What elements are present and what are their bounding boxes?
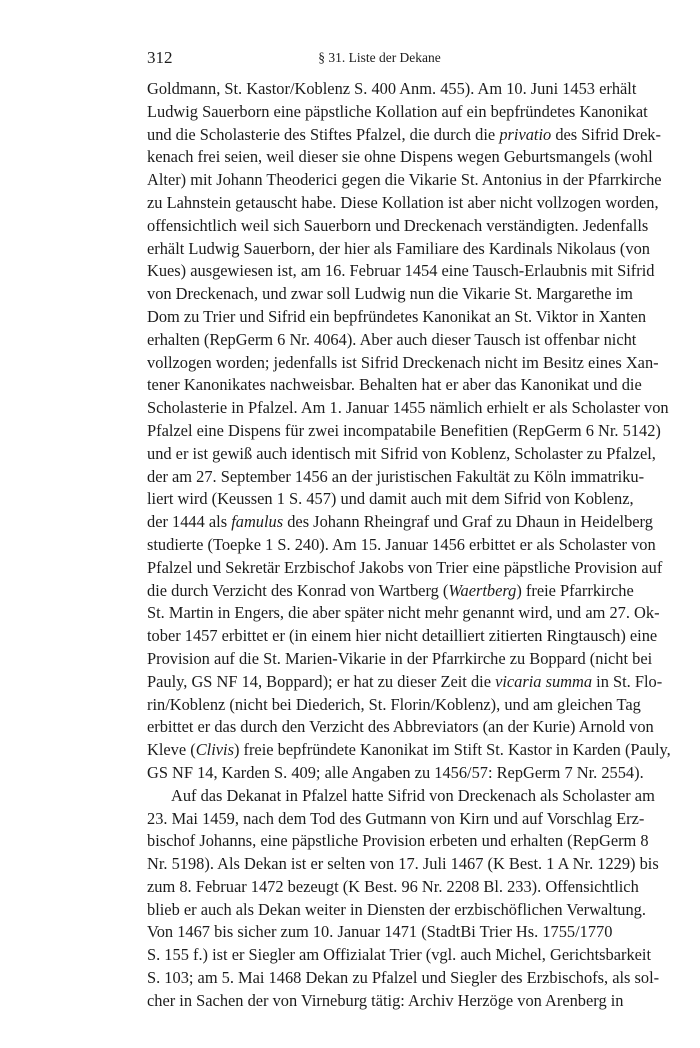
text-segment: blieb er auch als Dekan weiter in Diensten der erzbischöflichen Verwaltung. bbox=[147, 899, 646, 919]
text-line bbox=[147, 283, 633, 306]
text-segment: Kues) ausgewiesen ist, am 16. Februar 1454 eine Tausch-Erlaubnis mit Sifrid bbox=[147, 261, 655, 281]
text-line bbox=[147, 967, 660, 990]
text-segment: studierte (Toepke 1 S. 240). Am 15. Januar 1456 erbittet er als Scholaster von bbox=[147, 534, 656, 554]
italic-term: Clivis bbox=[195, 740, 234, 760]
running-head bbox=[147, 48, 612, 70]
italic-term: Waertberg bbox=[448, 580, 517, 600]
text-line bbox=[147, 260, 655, 283]
text-segment: Pfalzel und Sekretär Erzbischof Jakobs von Trier eine päpstliche Provision auf bbox=[147, 557, 663, 577]
text-line bbox=[147, 694, 641, 717]
text-segment: Pauly, GS NF 14, Boppard); er hat zu dieser Zeit die bbox=[147, 671, 496, 691]
text-line bbox=[147, 625, 658, 648]
text-segment: zu Lahnstein getauscht habe. Diese Kollation ist aber nicht vollzogen worden, bbox=[147, 192, 659, 212]
text-line bbox=[147, 534, 656, 557]
text-line bbox=[147, 876, 639, 899]
text-line bbox=[147, 443, 656, 466]
text-segment: Goldmann, St. Kastor/Koblenz S. 400 Anm. 455). Am 10. Juni 1453 erhält bbox=[147, 79, 637, 98]
text-segment: rin/Koblenz (nicht bei Diederich, St. Florin/Koblenz), und am gleichen Tag bbox=[147, 694, 641, 714]
text-segment: des Sifrid Drek- bbox=[551, 124, 661, 144]
text-line bbox=[147, 671, 663, 694]
text-line bbox=[147, 420, 661, 443]
text-line bbox=[147, 739, 671, 762]
text-segment: erbittet er das durch den Verzicht des Abbreviators (an der Kurie) Arnold von bbox=[147, 717, 654, 737]
body-text bbox=[147, 78, 671, 1013]
paragraph bbox=[147, 78, 671, 785]
text-line bbox=[147, 511, 653, 534]
text-line bbox=[147, 352, 659, 375]
text-line bbox=[147, 853, 659, 876]
paragraph bbox=[147, 785, 660, 1013]
text-segment: offensichtlich weil sich Sauerborn und Dreckenach verständigten. Jedenfalls bbox=[147, 215, 649, 235]
text-line bbox=[147, 602, 660, 625]
text-segment: Ludwig Sauerborn eine päpstliche Kollation auf ein bepfründetes Kanonikat bbox=[147, 101, 648, 121]
text-segment: zum 8. Februar 1472 bezeugt (K Best. 96 Nr. 2208 Bl. 233). Offensichtlich bbox=[147, 876, 639, 896]
text-line bbox=[147, 921, 612, 944]
text-segment: Dom zu Trier und Sifrid ein bepfründetes Kanonikat an St. Viktor in Xanten bbox=[147, 306, 647, 326]
text-line bbox=[147, 124, 661, 147]
text-line bbox=[147, 830, 649, 853]
text-segment: Auf das Dekanat in Pfalzel hatte Sifrid von Dreckenach als Scholaster am bbox=[171, 785, 655, 805]
text-segment: S. 103; am 5. Mai 1468 Dekan zu Pfalzel und Siegler des Erzbischofs, als sol- bbox=[147, 968, 660, 988]
text-line bbox=[147, 899, 646, 922]
text-segment: der am 27. September 1456 an der juristischen Fakultät zu Köln immatriku- bbox=[147, 466, 645, 486]
text-segment: von Dreckenach, und zwar soll Ludwig nun die Vikarie St. Margarethe im bbox=[147, 284, 633, 304]
text-segment: ) freie Pfarrkirche bbox=[516, 580, 634, 600]
text-line bbox=[147, 557, 663, 580]
text-line bbox=[147, 990, 624, 1013]
text-line bbox=[147, 78, 637, 101]
text-segment: Kleve ( bbox=[147, 740, 196, 760]
text-line bbox=[147, 215, 649, 238]
text-segment: St. Martin in Engers, die aber später nicht mehr genannt wird, und am 27. Ok- bbox=[147, 603, 660, 623]
text-segment: bischof Johanns, eine päpstliche Provision erbeten und erhalten (RepGerm 8 bbox=[147, 831, 649, 851]
text-segment: liert wird (Keussen 1 S. 457) und damit auch mit dem Sifrid von Koblenz, bbox=[147, 489, 634, 509]
text-segment: Von 1467 bis sicher zum 10. Januar 1471 (StadtBi Trier Hs. 1755/1770 bbox=[147, 922, 613, 942]
text-segment: und er ist gewiß auch identisch mit Sifrid von Koblenz, Scholaster zu Pfalzel, bbox=[147, 443, 656, 463]
text-segment: ) freie bepfründete Kanonikat im Stift St. Kastor in Karden (Pauly, bbox=[233, 740, 671, 760]
text-line bbox=[147, 374, 642, 397]
italic-term: famulus bbox=[231, 512, 284, 532]
text-segment: vollzogen worden; jedenfalls ist Sifrid Dreckenach nicht im Besitz eines Xan- bbox=[147, 352, 659, 372]
text-line bbox=[147, 488, 634, 511]
text-segment: Nr. 5198). Als Dekan ist er selten von 17. Juli 1467 (K Best. 1 A Nr. 1229) bis bbox=[147, 854, 659, 874]
text-segment: des Johann Rheingraf und Graf zu Dhaun in Heidelberg bbox=[283, 512, 653, 532]
text-segment: S. 155 f.) ist er Siegler am Offizialat Trier (vgl. auch Michel, Gerichtsbarkeit bbox=[147, 945, 652, 965]
text-segment: erhalten (RepGerm 6 Nr. 4064). Aber auch dieser Tausch ist offenbar nicht bbox=[147, 329, 637, 349]
running-title: § 31. Liste der Dekane bbox=[318, 50, 441, 65]
italic-term: vicaria summa bbox=[495, 671, 593, 691]
text-line bbox=[147, 648, 653, 671]
text-line bbox=[147, 808, 645, 831]
text-segment: tober 1457 erbittet er (in einem hier nicht detailliert zitierten Ringtausch) eine bbox=[147, 626, 658, 646]
text-line bbox=[147, 944, 652, 967]
text-line bbox=[147, 101, 648, 124]
text-line bbox=[147, 306, 647, 329]
text-line bbox=[147, 716, 654, 739]
text-line bbox=[147, 329, 637, 352]
text-segment: Provision auf die St. Marien-Vikarie in der Pfarrkirche zu Boppard (nicht bei bbox=[147, 648, 653, 668]
text-segment: GS NF 14, Karden S. 409; alle Angaben zu 1456/57: RepGerm 7 Nr. 2554). bbox=[147, 762, 644, 782]
text-segment: cher in Sachen der von Virneburg tätig: Archiv Herzöge von Arenberg in bbox=[147, 990, 624, 1010]
text-segment: und die Scholasterie des Stiftes Pfalzel, die durch die bbox=[147, 124, 500, 144]
text-line bbox=[147, 762, 644, 785]
text-line bbox=[147, 785, 655, 808]
italic-term: privatio bbox=[499, 124, 552, 144]
text-line bbox=[147, 466, 645, 489]
text-segment: in St. Flo- bbox=[592, 671, 663, 691]
text-segment: Scholasterie in Pfalzel. Am 1. Januar 1455 nämlich erhielt er als Scholaster von bbox=[147, 398, 669, 418]
text-segment: der 1444 als bbox=[147, 512, 232, 532]
text-segment: Pfalzel eine Dispens für zwei incompatabile Benefitien (RepGerm 6 Nr. 5142) bbox=[147, 420, 661, 440]
text-line bbox=[147, 238, 650, 261]
text-line bbox=[147, 169, 662, 192]
text-segment: Alter) mit Johann Theoderici gegen die Vikarie St. Antonius in der Pfarrkirche bbox=[147, 170, 662, 190]
text-segment: erhält Ludwig Sauerborn, der hier als Familiare des Kardinals Nikolaus (von bbox=[147, 238, 650, 258]
text-line bbox=[147, 580, 634, 603]
text-line bbox=[147, 192, 659, 215]
text-segment: die durch Verzicht des Konrad von Wartberg ( bbox=[147, 580, 449, 600]
text-line bbox=[147, 397, 669, 420]
text-segment: tener Kanonikates nachweisbar. Behalten hat er aber das Kanonikat und die bbox=[147, 375, 642, 395]
text-segment: kenach frei seien, weil dieser sie ohne Dispens wegen Geburtsmangels (wohl bbox=[147, 147, 653, 167]
text-line bbox=[147, 146, 653, 169]
page-number: 312 bbox=[147, 48, 173, 67]
text-segment: 23. Mai 1459, nach dem Tod des Gutmann von Kirn und auf Vorschlag Erz- bbox=[147, 808, 645, 828]
